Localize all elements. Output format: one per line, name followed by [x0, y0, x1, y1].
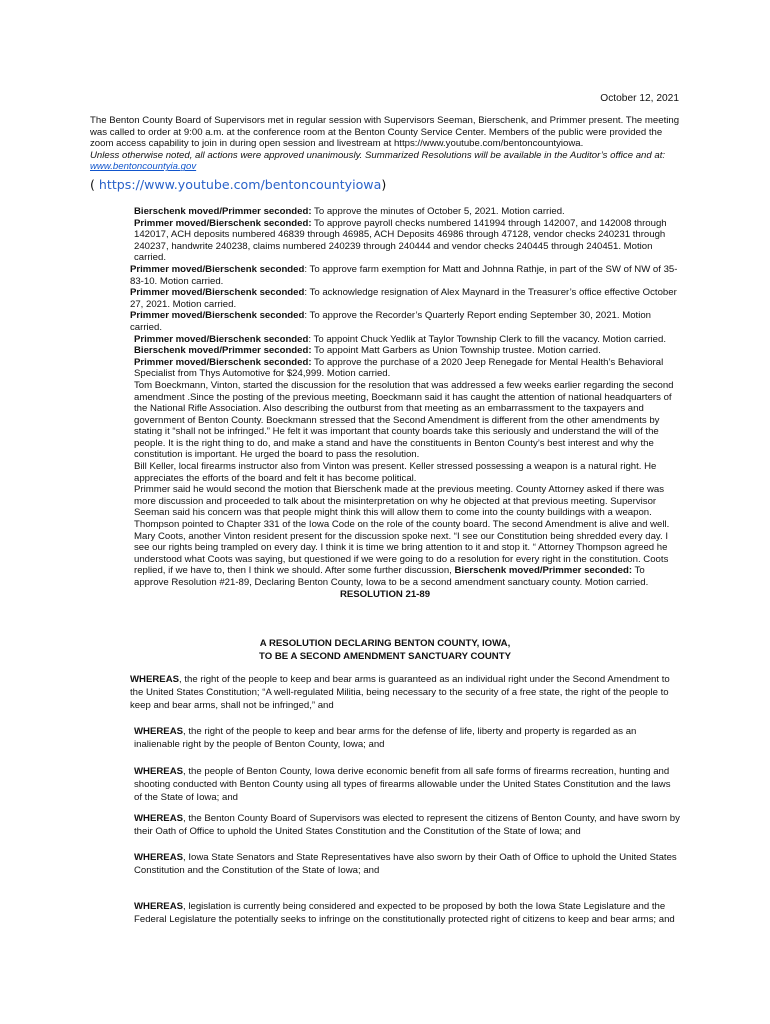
discussion-coots: [90, 531, 680, 589]
intro-note: [90, 150, 680, 173]
resolution-number: RESOLUTION 21-89: [339, 588, 431, 600]
discussion-coots-motion: To approve Resolution #21-89, Declaring Benton County, Iowa to be a second amendment sanctuary county. Motion carried.: [134, 565, 649, 588]
whereas-text: , Iowa State Senators and State Representatives have also sworn by their Oath of Office to uphold the United States Constitution and the Constitution of the State of Iowa; and: [134, 852, 677, 876]
whereas-text: , the people of Benton County, Iowa derive economic benefit from all safe forms of firearms recreation, hunting and shooting conducted with Benton County using all types of firearms allowable under the United States Constitution and the laws of the State of Iowa; and: [134, 766, 671, 803]
resolution-title: [90, 637, 680, 663]
county-website-link[interactable]: www.bentoncountyia.gov: [90, 161, 197, 173]
motion-item: [90, 206, 680, 218]
motion-mover: Bierschenk moved/Primmer seconded:: [134, 345, 312, 357]
motion-text: : To appoint Chuck Yedlik at Taylor Township Clerk to fill the vacancy. Motion carried.: [308, 333, 666, 345]
resolution-title-line: A RESOLUTION DECLARING BENTON COUNTY, IOWA,: [259, 638, 511, 649]
whereas-label: WHEREAS: [130, 674, 180, 685]
motion-mover: Bierschenk moved/Primmer seconded:: [134, 206, 312, 217]
motion-text: : To acknowledge resignation of Alex Maynard in the Treasurer’s office effective October 27, 2021. Motion carried.: [130, 287, 677, 310]
youtube-link-open: (: [90, 177, 99, 192]
motion-item: [90, 310, 680, 333]
motion-item: [90, 357, 680, 380]
whereas-clause: [90, 765, 680, 804]
whereas-clause: [90, 851, 680, 877]
motion-mover: Bierschenk moved/Primmer seconded:: [454, 565, 633, 577]
motion-text: : To approve farm exemption for Matt and Johnna Rathje, in part of the SW of NW of 35-83-10. Motion carried.: [130, 263, 678, 287]
motion-mover: Primmer moved/Bierschenk seconded: [130, 310, 305, 322]
whereas-text: , the Benton County Board of Supervisors was elected to represent the citizens of Benton County, and have sworn by their Oath of Office to uphold the United States Constitution and the Constitution of the State of Iowa; and: [134, 813, 680, 837]
motion-mover: Primmer moved/Bierschenk seconded: [130, 287, 305, 299]
youtube-link-line: [90, 179, 386, 191]
resolution-title-line: TO BE A SECOND AMENDMENT SANCTUARY COUNTY: [259, 651, 511, 662]
whereas-text: , the right of the people to keep and bear arms for the defense of life, liberty and property is regarded as an inalienable right by the people of Benton County, Iowa; and: [134, 726, 637, 750]
discussion-boeckmann: Tom Boeckmann, Vinton, started the discussion for the resolution that was addressed a few weeks earlier regarding the second amendment .Since the posting of the previous meeting, Boeckmann said it has caught the attention of national headquarters of the National Rifle Association. Also describing the outburst from that meeting as an embarrassment to the taxpayers and government of Benton County. Boeckmann stressed that the Second Amendment is different from the other amendments by stating it “shall not be infringed.” He felt it was important that county boards take this seriously and understand the will of the people. It is the right thing to do, and make a stand and have the constituents in Benton County’s best interest and why the constitution is important. He urged the board to pass the resolution.: [134, 379, 674, 461]
whereas-label: WHEREAS: [134, 901, 184, 912]
intro-paragraph: The Benton County Board of Supervisors met in regular session with Supervisors Seeman, Bierschenk, and Primmer present. The meeting was called to order at 9:00 a.m. at the conference room at the Benton County Service Center. Members of the public were provided the zoom access capability to join in during open session and livestream at https://www.youtube.com/bentoncountyiowa.: [90, 115, 680, 150]
motion-item: [90, 264, 680, 287]
discussion-coots-text: Mary Coots, another Vinton resident present for the discussion spoke next. “I see our Constitution being shredded every day. I see our rights being trampled on every day. I think it is time we bring attention to it and stop it. “ Attorney Thompson agreed he understood what Coots was saying, but questioned if we were going to do a resolution for every right in the constitution. Coots replied, if we have to, then I think we should. After some further discussion,: [134, 530, 669, 577]
motion-text: To approve the minutes of October 5, 2021. Motion carried.: [311, 206, 565, 217]
motion-mover: Primmer moved/Bierschenk seconded:: [134, 217, 312, 229]
whereas-label: WHEREAS: [134, 852, 184, 863]
youtube-link-close: ): [381, 177, 387, 192]
whereas-text: , legislation is currently being considered and expected to be proposed by both the Iowa State Legislature and the Federal Legislature the potentially seeks to infringe on the constitutionally protected right of citizens to keep and bear arms; and: [134, 901, 675, 925]
motion-text: To approve the purchase of a 2020 Jeep Renegade for Mental Health’s Behavioral Specialist from Thys Automotive for $24,999. Motion carried.: [134, 356, 664, 380]
intro-section: [90, 115, 680, 173]
motion-text: To approve payroll checks numbered 141994 through 142007, and 142008 through 142017, ACH deposits numbered 46839 through 46985, ACH Deposits 46986 through 47128, vendor checks 240231 through 240237, handwrite 240238, claims numbered 240239 through 240444 and vendor checks 240445 through 240451. Motion carried.: [134, 217, 667, 264]
youtube-link[interactable]: https://www.youtube.com/bentoncountyiowa: [98, 177, 382, 192]
whereas-label: WHEREAS: [134, 726, 184, 737]
whereas-clause: [90, 725, 680, 751]
motion-item: [90, 218, 680, 264]
minutes-section: [90, 206, 680, 600]
whereas-clause: [90, 812, 680, 838]
discussion-keller: Bill Keller, local firearms instructor also from Vinton was present. Keller stressed possessing a weapon is a natural right. He appreciates the efforts of the board and felt it has become political.: [134, 461, 657, 484]
motion-text: To appoint Matt Garbers as Union Township trustee. Motion carried.: [311, 345, 601, 357]
whereas-clause: [90, 900, 680, 926]
discussion-primmer: Primmer said he would second the motion that Bierschenk made at the previous meeting. County Attorney asked if there was more discussion and proceeded to talk about the misinterpretation on why he objected at that previous meeting. Supervisor Seeman said his concern was that people might think this will allow them to come into the county buildings with a weapon. Thompson pointed to Chapter 331 of the Iowa Code on the role of the county board. The second Amendment is alive and well.: [134, 484, 670, 531]
motion-text: : To approve the Recorder’s Quarterly Report ending September 30, 2021. Motion carried.: [130, 310, 652, 333]
motion-mover: Primmer moved/Bierschenk seconded: [130, 263, 305, 275]
intro-note-text: Unless otherwise noted, all actions were approved unanimously. Summarized Resolutions will be available in the Auditor’s office and at:: [90, 149, 666, 161]
motion-mover: Primmer moved/Bierschenk seconded: [134, 333, 309, 345]
motion-item: [90, 345, 680, 357]
whereas-text: , the right of the people to keep and bear arms is guaranteed as an individual right under the Second Amendment to the United States Constitution; “A well-regulated Militia, being necessary to the security of a free state, the right of the people to keep and bear arms, shall not be infringed,” and: [130, 674, 670, 711]
whereas-clause: [90, 673, 680, 712]
whereas-label: WHEREAS: [134, 813, 184, 824]
motion-item: [90, 334, 680, 346]
motion-mover: Primmer moved/Bierschenk seconded:: [134, 356, 312, 368]
whereas-label: WHEREAS: [134, 766, 184, 777]
meeting-date: October 12, 2021: [600, 93, 679, 104]
motion-item: [90, 287, 680, 310]
